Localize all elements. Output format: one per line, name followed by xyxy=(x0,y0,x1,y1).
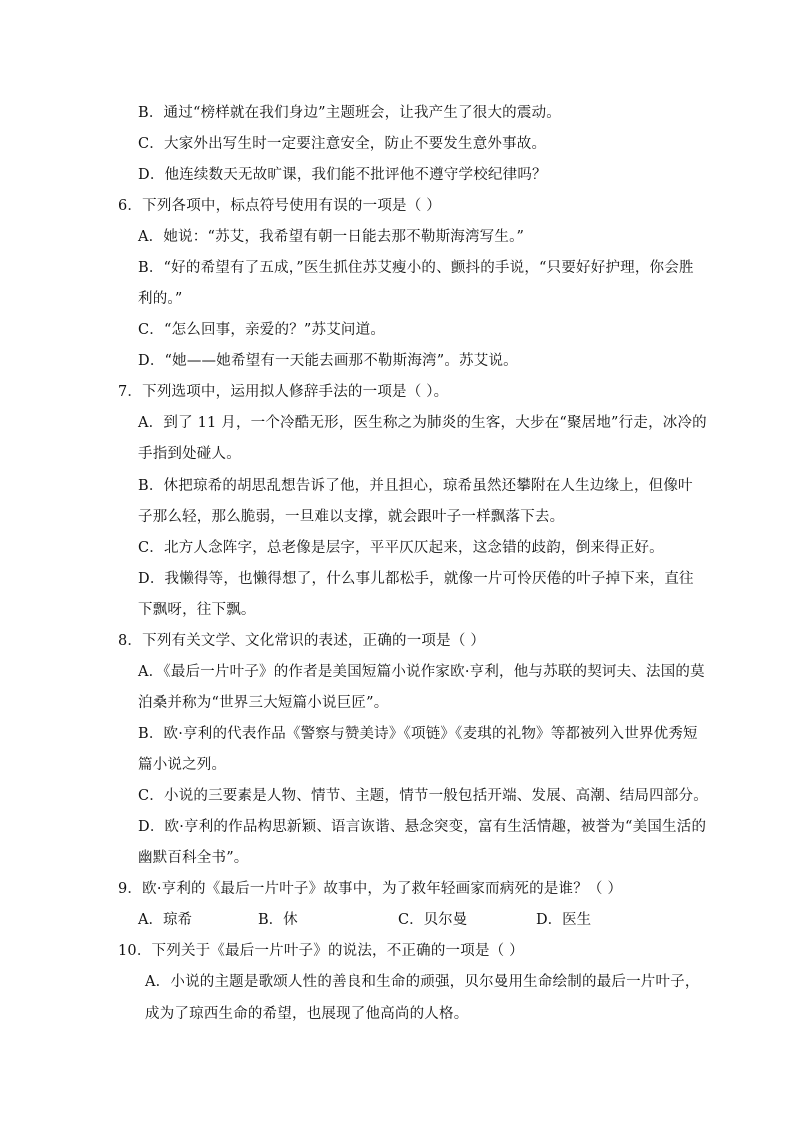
q7-stem: 7．下列选项中，运用拟人修辞手法的一项是（ ）。 xyxy=(118,384,449,400)
q7-option-c: C．北方人念阵字，总老像是层字，平平仄仄起来，这念错的歧韵，倒来得正好。 xyxy=(138,540,664,556)
q8-option-a-cont: 泊桑并称为“世界三大短篇小说巨匠”。 xyxy=(138,695,389,711)
q8-stem: 8．下列有关文学、文化常识的表述，正确的一项是（ ） xyxy=(118,633,486,649)
q7-option-b-cont: 子那么轻，那么脆弱，一旦难以支撑，就会跟叶子一样飘落下去。 xyxy=(138,509,565,525)
q7-option-d-cont: 下飘呀，往下飘。 xyxy=(138,602,256,618)
q6-option-b: B．“好的希望有了五成，”医生抓住苏艾瘦小的、颤抖的手说，“只要好好护理，你会胜 xyxy=(138,260,694,276)
q7-option-d: D．我懒得等，也懒得想了，什么事儿都松手，就像一片可怜厌倦的叶子掉下来，直往 xyxy=(138,571,694,587)
q8-option-d: D．欧·亨利的作品构思新颖、语言诙谐、悬念突变，富有生活情趣，被誉为“美国生活的 xyxy=(138,819,707,835)
q10-option-a: A．小说的主题是歌颂人性的善良和生命的顽强，贝尔曼用生命绘制的最后一片叶子， xyxy=(145,974,700,990)
q8-option-a: A．《最后一片叶子》的作者是美国短篇小说作家欧·亨利，他与苏联的契诃夫、法国的莫 xyxy=(138,664,705,680)
q8-option-c: C．小说的三要素是人物、情节、主题，情节一般包括开端、发展、高潮、结局四部分。 xyxy=(138,788,708,804)
q9-option-a: A．琼希 xyxy=(138,912,192,928)
q6-option-d: D．“她——她希望有一天能去画那不勒斯海湾”。苏艾说。 xyxy=(138,353,518,369)
q7-option-a: A．到了 11 月，一个冷酷无形，医生称之为肺炎的生客，大步在“聚居地”行走，冰冷的 xyxy=(138,415,707,431)
q5-option-d: D．他连续数天无故旷课，我们能不批评他不遵守学校纪律吗？ xyxy=(138,167,547,183)
q10-stem: 10．下列关于《最后一片叶子》的说法，不正确的一项是（ ） xyxy=(118,943,524,959)
q7-option-a-cont: 手指到处碰人。 xyxy=(138,446,241,462)
q6-option-b-cont: 利的。” xyxy=(138,291,183,307)
q5-option-c: C．大家外出写生时一定要注意安全，防止不要发生意外事故。 xyxy=(138,136,547,152)
q9-stem: 9．欧·亨利的《最后一片叶子》故事中，为了救年轻画家而病死的是谁？（ ） xyxy=(118,881,623,897)
q9-option-c: C．贝尔曼 xyxy=(398,912,468,928)
q8-option-d-cont: 幽默百科全书”。 xyxy=(138,850,249,866)
q6-stem: 6．下列各项中，标点符号使用有误的一项是（ ） xyxy=(118,198,441,214)
q10-option-a-cont: 成为了琼西生命的希望，也展现了他高尚的人格。 xyxy=(145,1006,469,1022)
q5-option-b: B．通过“榜样就在我们身边”主题班会，让我产生了很大的震动。 xyxy=(138,105,561,121)
q8-option-b-cont: 篇小说之列。 xyxy=(138,757,227,773)
q6-option-a: A．她说：“苏艾，我希望有朝一日能去那不勒斯海湾写生。” xyxy=(138,229,525,245)
q9-option-d: D．医生 xyxy=(536,912,592,928)
q6-option-c: C．“怎么回事，亲爱的？”苏艾问道。 xyxy=(138,322,386,338)
q9-option-b: B．休 xyxy=(258,912,298,928)
q7-option-b: B．休把琼希的胡思乱想告诉了他，并且担心，琼希虽然还攀附在人生边缘上，但像叶 xyxy=(138,478,693,494)
q8-option-b: B．欧·亨利的代表作品《警察与赞美诗》《项链》《麦琪的礼物》等都被列入世界优秀短 xyxy=(138,726,698,742)
